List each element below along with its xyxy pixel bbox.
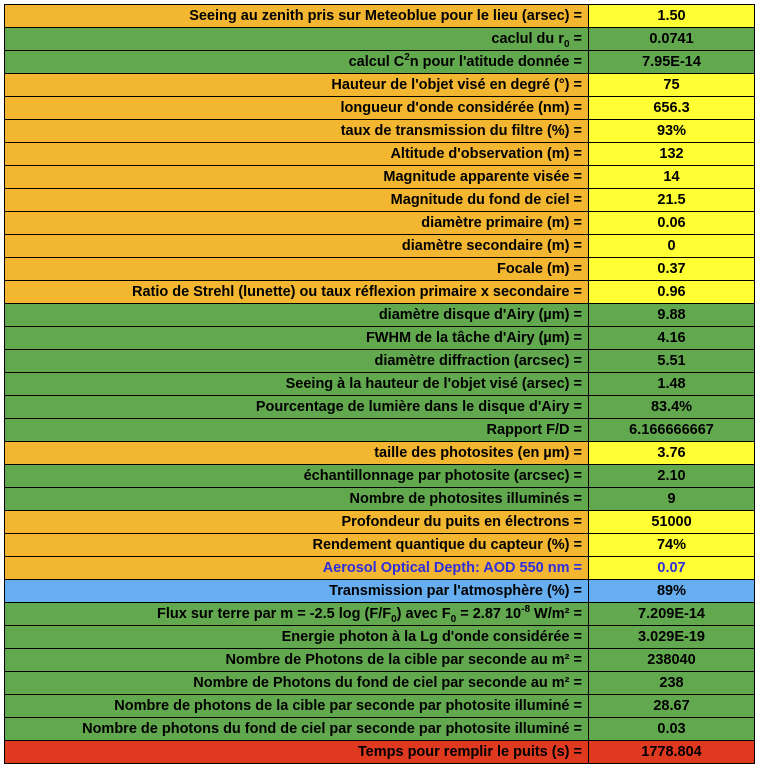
row-primary-diameter	[5, 212, 755, 235]
label-cell[interactable]: Focale (m) =	[5, 258, 589, 281]
value-cell[interactable]: 6.166666667	[589, 419, 755, 442]
value-cell[interactable]: 3.029E-19	[589, 626, 755, 649]
row-airy-fwhm	[5, 327, 755, 350]
label-text: = 2.87 10	[456, 606, 522, 622]
value-cell[interactable]: 21.5	[589, 189, 755, 212]
row-quantum-efficiency	[5, 534, 755, 557]
label-cell[interactable]	[5, 28, 589, 51]
label-cell[interactable]: Aerosol Optical Depth: AOD 550 nm =	[5, 557, 589, 580]
row-photosite-size	[5, 442, 755, 465]
label-superscript: -8	[521, 604, 531, 616]
value-cell[interactable]: 0.96	[589, 281, 755, 304]
row-strehl	[5, 281, 755, 304]
label-subscript: 0	[563, 38, 570, 50]
value-cell[interactable]: 7.209E-14	[589, 603, 755, 626]
value-cell[interactable]: 238	[589, 672, 755, 695]
label-text: =	[569, 31, 582, 47]
label-subscript: 0	[391, 613, 397, 625]
row-sky-magnitude	[5, 189, 755, 212]
row-atmosphere-transmission	[5, 580, 755, 603]
value-cell[interactable]: 9	[589, 488, 755, 511]
value-cell[interactable]: 5.51	[589, 350, 755, 373]
row-filter-transmission	[5, 120, 755, 143]
value-cell[interactable]: 656.3	[589, 97, 755, 120]
label-cell[interactable]: Nombre de photons du fond de ciel par seconde par photosite illuminé =	[5, 718, 589, 741]
label-cell[interactable]: Nombre de photons de la cible par seconde par photosite illuminé =	[5, 695, 589, 718]
label-cell[interactable]: Magnitude apparente visée =	[5, 166, 589, 189]
label-subscript: 0	[450, 613, 457, 625]
row-sky-photons-m2	[5, 672, 755, 695]
value-cell[interactable]: 9.88	[589, 304, 755, 327]
label-cell[interactable]: Energie photon à la Lg d'onde considérée =	[5, 626, 589, 649]
row-airy-light-percent	[5, 396, 755, 419]
row-object-height	[5, 74, 755, 97]
row-flux	[5, 603, 755, 626]
value-cell[interactable]: 3.76	[589, 442, 755, 465]
row-secondary-diameter	[5, 235, 755, 258]
label-cell[interactable]: Profondeur du puits en électrons =	[5, 511, 589, 534]
label-cell[interactable]: diamètre diffraction (arcsec) =	[5, 350, 589, 373]
value-cell[interactable]: 0.0741	[589, 28, 755, 51]
label-text: n pour l'atitude donnée =	[409, 54, 582, 70]
label-cell[interactable]: FWHM de la tâche d'Airy (µm) =	[5, 327, 589, 350]
label-cell[interactable]: échantillonnage par photosite (arcsec) =	[5, 465, 589, 488]
label-cell[interactable]: Hauteur de l'objet visé en degré (°) =	[5, 74, 589, 97]
label-cell[interactable]: Nombre de photosites illuminés =	[5, 488, 589, 511]
label-cell[interactable]: Rendement quantique du capteur (%) =	[5, 534, 589, 557]
value-cell[interactable]: 238040	[589, 649, 755, 672]
row-target-photons-photosite	[5, 695, 755, 718]
value-cell[interactable]: 0.37	[589, 258, 755, 281]
label-cell[interactable]: Transmission par l'atmosphère (%) =	[5, 580, 589, 603]
label-text: W/m² =	[530, 606, 582, 622]
row-seeing-zenith	[5, 5, 755, 28]
value-cell[interactable]: 0	[589, 235, 755, 258]
label-cell[interactable]	[5, 51, 589, 74]
label-cell[interactable]: diamètre disque d'Airy (µm) =	[5, 304, 589, 327]
label-text: Flux sur terre par m = -2.5 log (F/F	[157, 606, 392, 622]
label-text: calcul C	[348, 54, 405, 70]
label-cell[interactable]: diamètre primaire (m) =	[5, 212, 589, 235]
value-cell[interactable]: 74%	[589, 534, 755, 557]
value-cell[interactable]: 7.95E-14	[589, 51, 755, 74]
value-cell[interactable]: 83.4%	[589, 396, 755, 419]
row-target-photons-m2	[5, 649, 755, 672]
row-fd-ratio	[5, 419, 755, 442]
row-fill-time	[5, 741, 755, 764]
value-cell[interactable]: 2.10	[589, 465, 755, 488]
label-cell[interactable]: Temps pour remplir le puits (s) =	[5, 741, 589, 764]
row-cn2	[5, 51, 755, 74]
value-cell[interactable]: 4.16	[589, 327, 755, 350]
row-focal	[5, 258, 755, 281]
label-superscript: 2	[404, 52, 410, 64]
label-cell[interactable]: Seeing à la hauteur de l'objet visé (arsec) =	[5, 373, 589, 396]
row-illuminated-photosites	[5, 488, 755, 511]
spreadsheet-table	[4, 4, 755, 764]
label-cell[interactable]: Ratio de Strehl (lunette) ou taux réflexion primaire x secondaire =	[5, 281, 589, 304]
value-cell[interactable]: 14	[589, 166, 755, 189]
row-airy-diameter	[5, 304, 755, 327]
label-cell[interactable]: Nombre de Photons du fond de ciel par seconde au m² =	[5, 672, 589, 695]
row-wavelength	[5, 97, 755, 120]
value-cell[interactable]: 1.50	[589, 5, 755, 28]
value-cell[interactable]: 0.07	[589, 557, 755, 580]
row-sky-photons-photosite	[5, 718, 755, 741]
value-cell[interactable]: 51000	[589, 511, 755, 534]
row-aod	[5, 557, 755, 580]
row-photon-energy	[5, 626, 755, 649]
value-cell[interactable]: 0.03	[589, 718, 755, 741]
label-cell[interactable]: taux de transmission du filtre (%) =	[5, 120, 589, 143]
label-text: ) avec F	[396, 606, 451, 622]
row-altitude	[5, 143, 755, 166]
label-cell[interactable]: Magnitude du fond de ciel =	[5, 189, 589, 212]
label-cell[interactable]: longueur d'onde considérée (nm) =	[5, 97, 589, 120]
value-cell[interactable]: 89%	[589, 580, 755, 603]
label-text: caclul du r	[491, 31, 564, 47]
label-cell[interactable]: Rapport F/D =	[5, 419, 589, 442]
label-cell[interactable]: Seeing au zenith pris sur Meteoblue pour le lieu (arsec) =	[5, 5, 589, 28]
row-apparent-magnitude	[5, 166, 755, 189]
value-cell[interactable]: 93%	[589, 120, 755, 143]
value-cell[interactable]: 1.48	[589, 373, 755, 396]
label-cell[interactable]: Altitude d'observation (m) =	[5, 143, 589, 166]
row-seeing-height	[5, 373, 755, 396]
value-cell[interactable]: 28.67	[589, 695, 755, 718]
label-cell[interactable]: diamètre secondaire (m) =	[5, 235, 589, 258]
label-cell[interactable]: Nombre de Photons de la cible par seconde au m² =	[5, 649, 589, 672]
label-cell[interactable]	[5, 603, 589, 626]
row-r0	[5, 28, 755, 51]
row-diffraction-diameter	[5, 350, 755, 373]
row-sampling	[5, 465, 755, 488]
value-cell[interactable]: 0.06	[589, 212, 755, 235]
label-cell[interactable]: taille des photosites (en µm) =	[5, 442, 589, 465]
value-cell[interactable]: 75	[589, 74, 755, 97]
value-cell[interactable]: 1778.804	[589, 741, 755, 764]
value-cell[interactable]: 132	[589, 143, 755, 166]
row-well-depth	[5, 511, 755, 534]
label-cell[interactable]: Pourcentage de lumière dans le disque d'Airy =	[5, 396, 589, 419]
